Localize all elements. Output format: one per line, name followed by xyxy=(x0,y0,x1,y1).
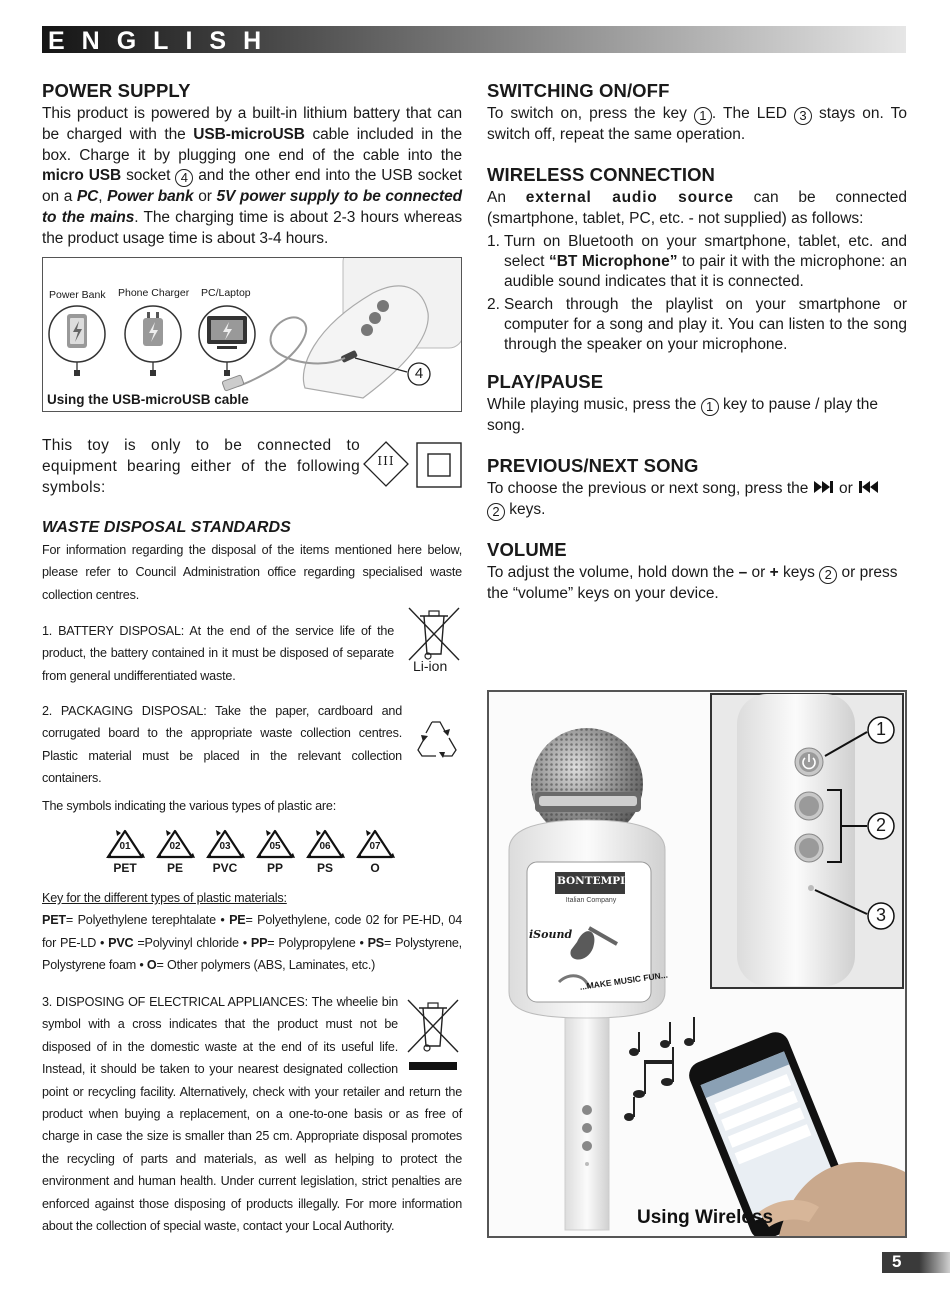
class-iii-label: III xyxy=(377,454,395,468)
switching-title: SWITCHING ON/OFF xyxy=(487,80,670,101)
callout-3: 3 xyxy=(875,905,886,925)
label-pc-laptop: PC/Laptop xyxy=(201,287,251,299)
battery-disposal xyxy=(42,620,394,687)
volume-text: To adjust the volume, hold down the – or + keys 2 or press the “volume” keys on your device. xyxy=(487,563,898,602)
packaging-disposal xyxy=(42,700,402,790)
plastic-symbol-pe xyxy=(154,828,196,878)
wireless-text: An external audio source can be connected (smartphone, tablet, PC, etc. - not supplied) as follows: xyxy=(487,188,907,227)
language-header xyxy=(42,26,906,53)
battery-disposal-text: 1. BATTERY DISPOSAL: At the end of the service life of the product, the battery contained in it must be disposed of separate from general undifferentiated waste. xyxy=(42,624,394,683)
slogan: ...MAKE MUSIC FUN... xyxy=(579,969,669,992)
wireless-section xyxy=(487,164,907,356)
plastic-intro-text: The symbols indicating the various types of plastic are: xyxy=(42,799,336,813)
socket-number: 4 xyxy=(175,169,193,187)
left-column xyxy=(42,80,462,250)
plastic-key-text: PET= Polyethylene terephtalate • PE= Polyethylene, code 02 for PE-HD, 04 for PE-LD • PVC =Polyvinyl chloride • PP= Polypropylene • PS= Polystyrene, Polystyrene foam • O= Other polymers (ABS, Laminates, etc.) xyxy=(42,913,462,973)
plastic-code: 03 xyxy=(219,841,231,852)
microphone-illustration xyxy=(489,692,905,1236)
brand-subtitle: Italian Company xyxy=(565,897,617,904)
product-photo xyxy=(487,690,907,1238)
li-ion-label: Li-ion xyxy=(413,658,448,674)
plastic-name: PP xyxy=(266,861,283,875)
double-insulation-icon xyxy=(416,442,462,488)
equipment-note xyxy=(42,436,462,498)
equipment-note-text: This toy is only to be connected to equipment bearing either of the following symbols: xyxy=(42,437,360,496)
electrical-disposal-text: 3. DISPOSING OF ELECTRICAL APPLIANCES: The wheelie bin symbol with a cross indicates that the product must not be disposed of in the domestic waste at the end of its useful life. Instead, it should be taken to your nearest designated collection point or recycling facility. Alternatively, check with your retailer and return the product when buying a replacement, on a one-to-one basis or as free of charge in case the size is smaller than 25 cm. Appropriate disposal promotes the recycling of parts and materials, as well as helping to protect the environment and human health. Under current legislation, strict penalties are enforced against those disposing of products illegally. For more information about the collection of special waste, contact your Local Authority. xyxy=(42,995,462,1234)
product-name: iSound xyxy=(529,928,573,941)
callout-2: 2 xyxy=(875,815,886,835)
wireless-title: WIRELESS CONNECTION xyxy=(487,163,716,185)
plastic-code: 05 xyxy=(269,841,281,852)
packaging-disposal-text: 2. PACKAGING DISPOSAL: Take the paper, cardboard and corrugated board to the appropriate waste collection centres. Plastic material must be placed in the relevant collection containers. xyxy=(42,704,402,786)
label-phone-charger: Phone Charger xyxy=(118,287,190,299)
plastic-key xyxy=(42,887,462,977)
wireless-steps xyxy=(487,232,907,355)
power-supply-text: This product is powered by a built-in lithium battery that can be charged with the USB-microUSB cable included in the box. Charge it by plugging one end of the cable into the micro USB socket 4 and the other end into the USB socket on a PC, Power bank or 5V power supply to be connected to the mains. The charging time is about 2-3 hours whereas the product usage time is about 3-4 hours. xyxy=(42,105,462,247)
language-label: ENGLISH xyxy=(48,27,279,55)
label-power-bank: Power Bank xyxy=(49,289,106,301)
plastic-name: PE xyxy=(166,861,183,875)
weee-bin-icon xyxy=(403,996,463,1072)
play-pause-title: PLAY/PAUSE xyxy=(487,371,604,393)
plastic-code: 02 xyxy=(169,841,181,852)
diagram-caption: Using the USB-microUSB cable xyxy=(47,392,249,407)
charging-illustration xyxy=(43,258,462,412)
plastic-symbol-pvc xyxy=(204,828,246,878)
play-pause-section xyxy=(487,371,907,437)
right-column xyxy=(487,80,907,623)
plastic-symbol-ps xyxy=(304,828,346,878)
plastic-code: 07 xyxy=(369,841,381,852)
prev-next-section xyxy=(487,455,907,521)
plastic-name: PS xyxy=(316,861,333,875)
page-number-tab xyxy=(882,1252,950,1273)
prev-next-text: To choose the previous or next song, press the or 2 keys. xyxy=(487,479,907,521)
wireless-step-1: 1. Turn on Bluetooth on your smartphone, tablet, etc. and select “BT Microphone” to pair it with the microphone: an audible sound indicates that it is connected. xyxy=(487,233,907,291)
plastic-name: PET xyxy=(113,861,137,875)
previous-track-icon xyxy=(857,480,881,494)
prev-next-title: PREVIOUS/NEXT SONG xyxy=(487,455,699,477)
crossed-bin-icon xyxy=(404,604,464,664)
switching-text: To switch on, press the key 1 . The LED 3 stays on. To switch off, repeat the same operation. xyxy=(487,105,907,143)
play-pause-text: While playing music, press the 1 key to pause / play the song. xyxy=(487,396,879,435)
diagram-callout-4: 4 xyxy=(414,365,424,382)
electrical-disposal xyxy=(42,991,462,1237)
power-supply-title: POWER SUPPLY xyxy=(42,80,191,101)
photo-caption: Using Wireless xyxy=(637,1207,774,1228)
plastic-intro xyxy=(42,795,462,817)
plastic-key-title: Key for the different types of plastic materials: xyxy=(42,891,287,905)
switching-section xyxy=(487,80,907,146)
plastic-code: 06 xyxy=(319,841,331,852)
plastic-code: 01 xyxy=(119,841,131,852)
waste-title: WASTE DISPOSAL STANDARDS xyxy=(42,519,291,536)
callout-1: 1 xyxy=(875,719,886,739)
wireless-step-2: 2. Search through the playlist on your smartphone or computer for a song and play it. You can listen to the song through the speaker on your microphone. xyxy=(487,296,907,354)
next-track-icon xyxy=(813,480,835,494)
plastic-name: PVC xyxy=(212,861,238,875)
plastic-codes-row xyxy=(104,828,404,878)
recycle-icon xyxy=(412,716,462,762)
plastic-symbol-pet xyxy=(104,828,146,878)
volume-section xyxy=(487,539,907,605)
plastic-symbol-o xyxy=(354,828,396,878)
volume-title: VOLUME xyxy=(487,538,567,560)
charging-diagram xyxy=(42,257,462,412)
plastic-name: O xyxy=(370,861,380,875)
brand-logo: BONTEMPI xyxy=(556,875,626,887)
waste-intro: For information regarding the disposal of the items mentioned here below, please refer to Council Administration office regarding specialised waste collection centres. xyxy=(42,543,462,602)
waste-disposal-section xyxy=(42,519,462,606)
plastic-symbol-pp xyxy=(254,828,296,878)
page-number: 5 xyxy=(892,1252,902,1271)
